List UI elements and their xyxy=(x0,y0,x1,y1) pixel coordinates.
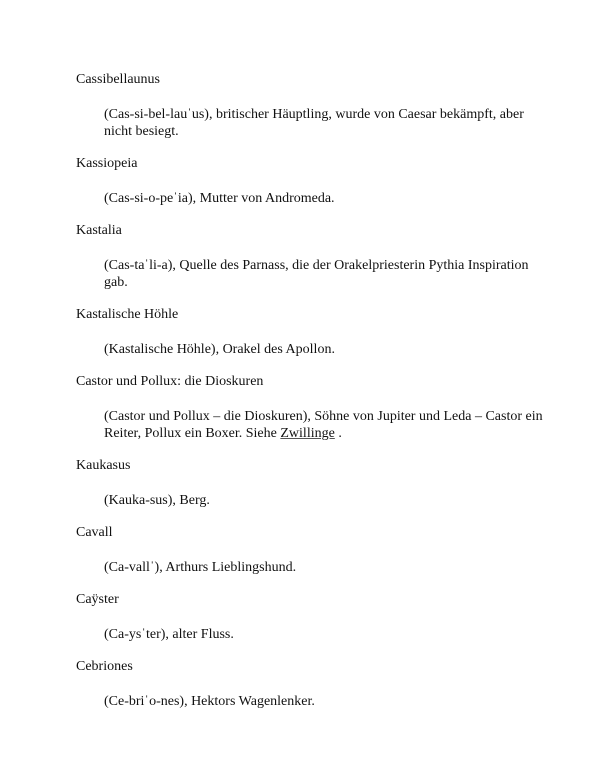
entry-definition: (Cas-si-o-peˈia), Mutter von Andromeda. xyxy=(104,191,335,206)
entry-definition: (Ca-vallˈ), Arthurs Lieblingshund. xyxy=(104,560,297,575)
entry-term: Kastalia xyxy=(76,223,122,238)
entry-definition-tail: . xyxy=(334,426,342,441)
entry-cayster xyxy=(76,591,546,643)
entry-definition xyxy=(104,408,544,442)
entry-definition: (Kauka-sus), Berg. xyxy=(104,493,210,508)
entry-cassibellaunus xyxy=(76,71,546,140)
entry-term: Kaukasus xyxy=(76,458,131,473)
entry-kastalia xyxy=(76,222,546,291)
entry-term: Cavall xyxy=(76,525,113,540)
entry-term: Kassiopeia xyxy=(76,156,138,171)
entry-term: Kastalische Höhle xyxy=(76,307,179,322)
entry-definition: (Cas-taˈli-a), Quelle des Parnass, die der Orakelpriesterin Pythia Inspiration gab. xyxy=(104,258,529,290)
cross-reference-link[interactable]: Zwillinge xyxy=(280,426,335,441)
entry-castor-und-pollux xyxy=(76,373,546,442)
entry-term: Cassibellaunus xyxy=(76,72,160,87)
entry-cavall xyxy=(76,524,546,576)
entry-definition: (Ce-briˈo-nes), Hektors Wagenlenker. xyxy=(104,694,315,709)
entry-cebriones xyxy=(76,658,546,710)
entry-definition: (Cas-si-bel-lauˈus), britischer Häuptling, wurde von Caesar bekämpft, aber nicht besiegt. xyxy=(104,107,524,139)
entry-kassiopeia xyxy=(76,155,546,207)
entry-kastalische-hoehle xyxy=(76,306,546,358)
entry-definition-text: (Castor und Pollux – die Dioskuren), Söhne von Jupiter und Leda – Castor ein Reiter, Pollux ein Boxer. Siehe xyxy=(104,409,543,441)
entry-term: Caÿster xyxy=(76,592,119,607)
entry-kaukasus xyxy=(76,457,546,509)
entry-definition: (Ca-ysˈter), alter Fluss. xyxy=(104,627,234,642)
entry-definition: (Kastalische Höhle), Orakel des Apollon. xyxy=(104,342,335,357)
glossary-entries xyxy=(76,71,546,725)
entry-term: Castor und Pollux: die Dioskuren xyxy=(76,374,264,389)
entry-term: Cebriones xyxy=(76,659,133,674)
